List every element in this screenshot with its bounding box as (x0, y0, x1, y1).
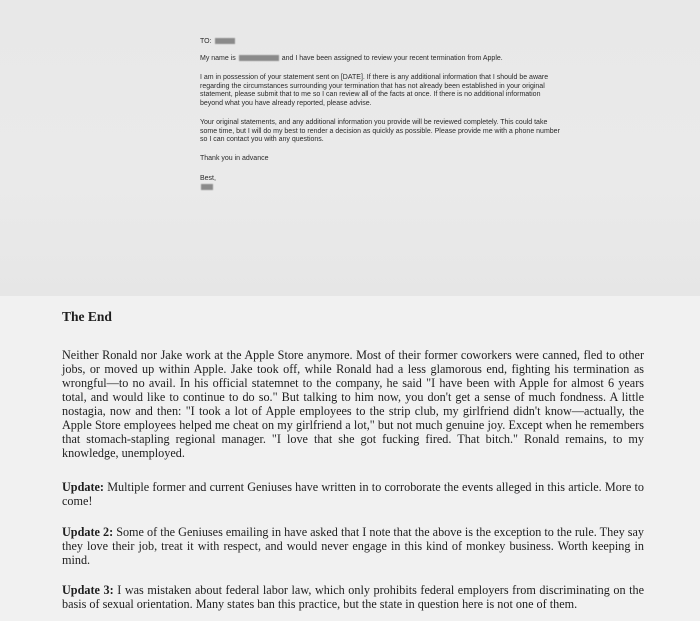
update-2 (62, 525, 644, 567)
letter-to-label: TO: (200, 38, 212, 45)
redacted-recipient-name (215, 38, 235, 44)
letter-recipient-line (200, 38, 580, 47)
letter-thanks: Thank you in advance (200, 154, 269, 162)
update-2-text: Some of the Geniuses emailing in have asked that I note that the above is the exception to the rule. They say they love their job, treat it with respect, and would never engage in this kind of monkey business. Worth keeping in mind. (62, 525, 644, 567)
section-heading: The End (62, 309, 112, 324)
letter-intro-prefix: My name is (200, 54, 236, 62)
letter-intro-suffix: and I have been assigned to review your recent termination from Apple. (281, 54, 503, 62)
letter-paragraph-2: Your original statements, and any additional information you provide will be reviewed completely. This could take some time, but I will do my best to render a decision as quickly as possible. Please provide me with a phone number so I can contact you with any questions. (200, 119, 560, 143)
update-1 (62, 480, 644, 508)
article-section (0, 296, 700, 621)
update-2-label: Update 2: (62, 525, 114, 539)
termination-letter (200, 38, 580, 192)
update-3-text: I was mistaken about federal labor law, which only prohibits federal employers from discriminating on the basis of sexual orientation. Many states ban this practice, but the state in question here is not one of them. (62, 583, 644, 611)
article-paragraph: Neither Ronald nor Jake work at the Apple Store anymore. Most of their former coworkers were canned, fled to other jobs, or moved up within Apple. Jake took off, while Ronald had a less glamorous end, fighting his termination as wrongful—to no avail. In his official statemnet to the company, he said "I have been with Apple for almost 6 years total, and would like to continue to do so." But talking to him now, you don't get a sense of much fondness. A little nostagia, now and then: "I took a lot of Apple employees to the strip club, my girlfriend didn't know—actually, the Apple Store employees helped me cheat on my girlfriend a lot," but not much genuine joy. Except when he remembers that stomach-stapling regional manager. "I love that she got fucking fired. That bitch." Ronald remains, to my knowledge, unemployed. (62, 348, 644, 460)
redacted-sender-name (239, 55, 279, 61)
redacted-signature (201, 184, 213, 190)
letter-paragraph-1: I am in possession of your statement sent on [DATE]. If there is any additional information that I should be aware regarding the circumstances surrounding your termination that has not already been established in your original statement, please submit that to me so I can review all of the facts at once. If there is no additional information beyond what you have already reported, please advise. (200, 74, 549, 107)
update-1-label: Update: (62, 480, 104, 494)
update-3 (62, 583, 644, 611)
letter-intro (200, 55, 570, 64)
update-1-text: Multiple former and current Geniuses have written in to corroborate the events alleged in this article. More to come! (62, 480, 645, 508)
letter-closing: Best, (200, 175, 216, 182)
letter-signature (200, 184, 580, 193)
update-3-label: Update 3: (62, 583, 114, 597)
letter-screenshot-area (0, 0, 700, 300)
